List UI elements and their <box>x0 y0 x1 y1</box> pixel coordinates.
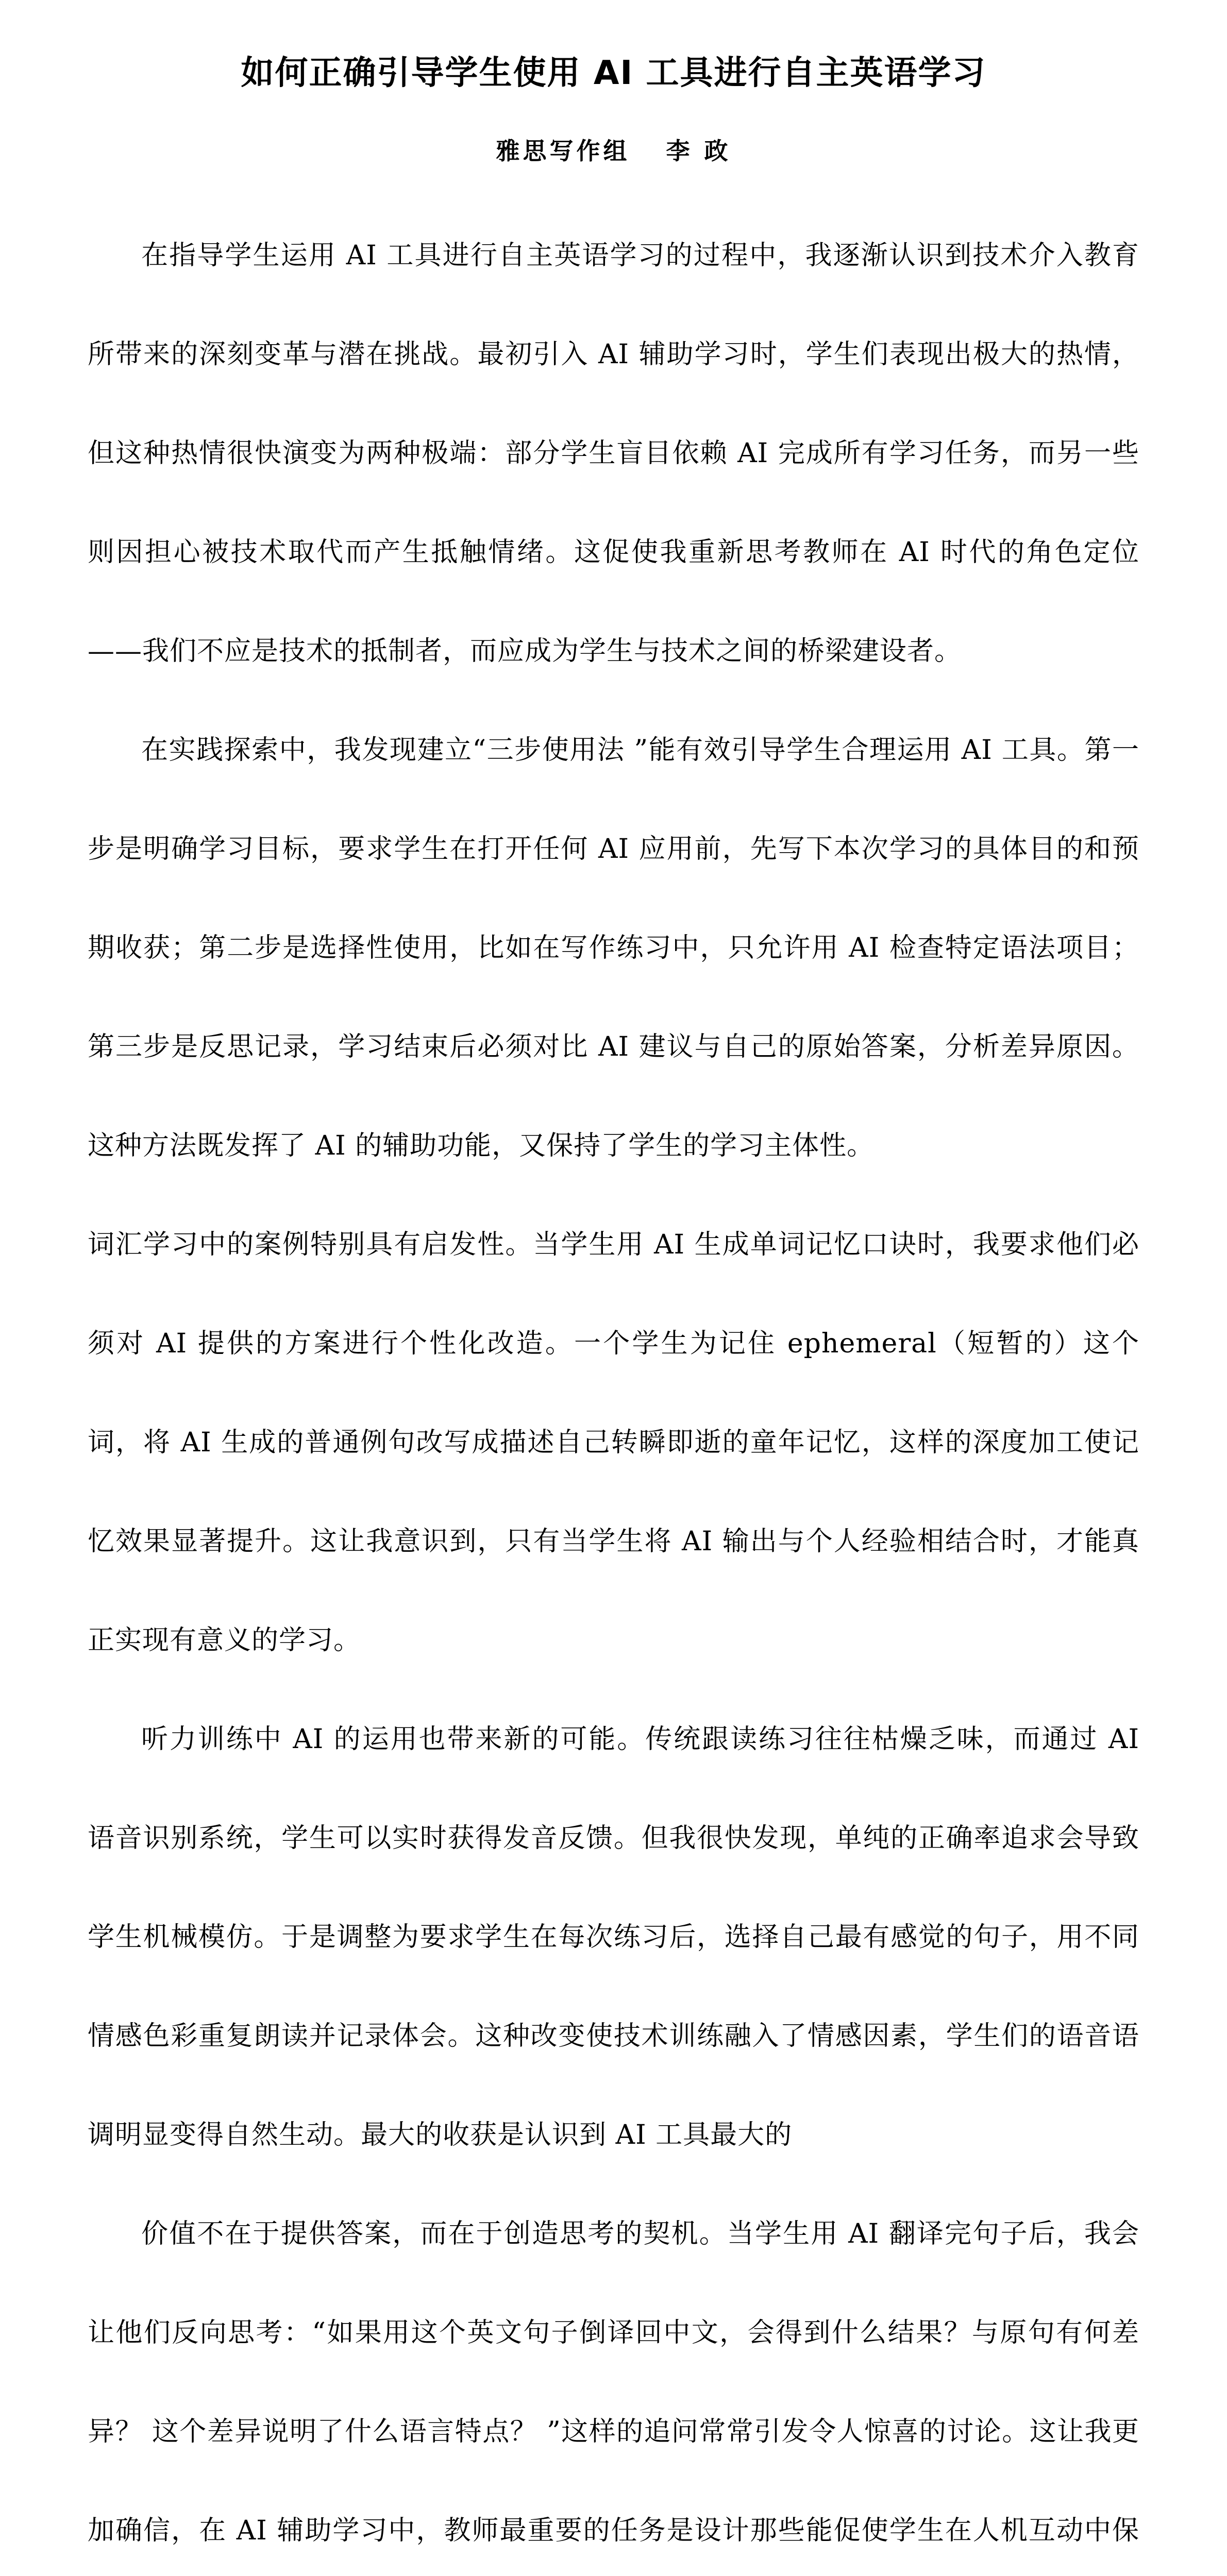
author-group: 雅思写作组 <box>496 137 630 165</box>
article-body <box>88 206 1139 2576</box>
paragraph-3: 词汇学习中的案例特别具有启发性。当学生用 AI 生成单词记忆口诀时，我要求他们必须对 AI 提供的方案进行个性化改造。一个学生为记住 ephemeral（短暂的）这个词，将 AI 生成的普通例句改写成描述自己转瞬即逝的童年记忆，这样的深度加工使记忆效果显著提升。这让我意识到，只有当学生将 AI 输出与个人经验相结合时，才能真正实现有意义的学习。 <box>88 1229 1139 1656</box>
article-title: 如何正确引导学生使用 AI 工具进行自主英语学习 <box>241 54 986 92</box>
author-name: 李 政 <box>666 137 731 165</box>
paragraph-2: 在实践探索中，我发现建立“三步使用法 ”能有效引导学生合理运用 AI 工具。第一步是明确学习目标，要求学生在打开任何 AI 应用前，先写下本次学习的具体目的和预期收获；第二步是选择性使用，比如在写作练习中，只允许用 AI 检查特定语法项目；第三步是反思记录，学习结束后必须对比 AI 建议与自己的原始答案，分析差异原因。这种方法既发挥了 AI 的辅助功能，又保持了学生的学习主体性。 <box>88 735 1139 1161</box>
paragraph-5: 价值不在于提供答案，而在于创造思考的契机。当学生用 AI 翻译完句子后，我会让他们反向思考：“如果用这个英文句子倒译回中文，会得到什么结果？与原句有何差异？ 这个差异说明了什么语言特点？ ”这样的追问常常引发令人惊喜的讨论。这让我更加确信，在 AI 辅助学习中，教师最重要的任务是设计那些能促使学生在人机互动中保 <box>88 2218 1139 2546</box>
paragraph-4: 听力训练中 AI 的运用也带来新的可能。传统跟读练习往往枯燥乏味，而通过 AI 语音识别系统，学生可以实时获得发音反馈。但我很快发现，单纯的正确率追求会导致学生机械模仿。于是调整为要求学生在每次练习后，选择自己最有感觉的句子，用不同情感色彩重复朗读并记录体会。这种改变使技术训练融入了情感因素，学生们的语音语调明显变得自然生动。最大的收获是认识到 AI 工具最大的 <box>88 1724 1139 2150</box>
paragraph-1: 在指导学生运用 AI 工具进行自主英语学习的过程中，我逐渐认识到技术介入教育所带来的深刻变革与潜在挑战。最初引入 AI 辅助学习时，学生们表现出极大的热情，但这种热情很快演变为两种极端：部分学生盲目依赖 AI 完成所有学习任务，而另一些则因担心被技术取代而产生抵触情绪。这促使我重新思考教师在 AI 时代的角色定位——我们不应是技术的抵制者，而应成为学生与技术之间的桥梁建设者。 <box>88 240 1139 667</box>
byline <box>88 133 1139 169</box>
